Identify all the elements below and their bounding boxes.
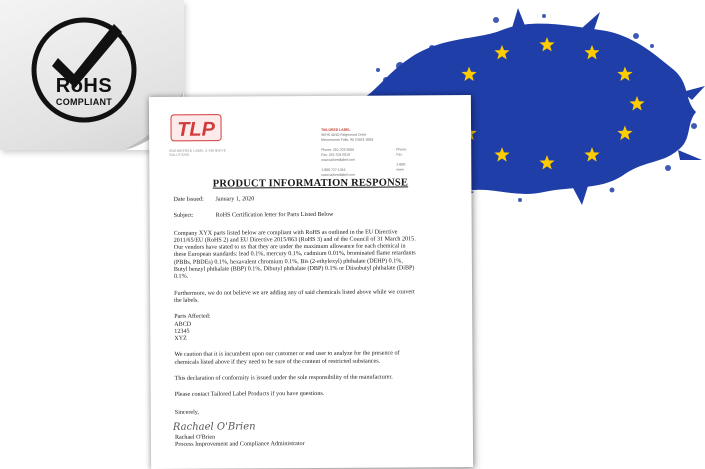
date-label: Date Issued:: [173, 196, 204, 203]
parts-affected-label: Parts Affected:: [174, 313, 211, 321]
signature-script: Rachael O'Brien: [172, 421, 256, 433]
rohs-label: RoHS: [55, 75, 113, 97]
address-line: 1-800-727-1344: [321, 167, 346, 172]
address-line: www.: [396, 167, 405, 172]
company-logo: [169, 113, 223, 147]
address-line: W/HS 40/10 Ridgewood Drive: [321, 132, 367, 137]
signer-title: Process Improvement and Compliance Administrator: [174, 441, 305, 449]
closing: Sincerely,: [174, 409, 199, 416]
letter-body: [173, 195, 457, 449]
address-line: www.tailoredlabel.com: [321, 172, 356, 177]
address-line: 1-800-: [396, 162, 407, 167]
compliant-label: COMPLIANT: [55, 97, 113, 107]
address-block-right: [396, 127, 407, 172]
part-item: ABCD: [174, 321, 192, 328]
caution-paragraph: We caution that it is incumbent upon our customer or end user to analyze for the presence of chemicals listed above if they need to be sure of the content of restricted substances.: [174, 350, 400, 366]
address-line: Menomonee Falls, WI 53051-3609: [321, 137, 374, 142]
logo-caption: ENGINEERED LABEL & ADHESIVE SOLUTIONS: [169, 148, 227, 157]
address-line: Phone: 262-703-5000: [321, 147, 355, 152]
address-line: www.tailoredlabel.com: [321, 157, 356, 162]
logo-text: TLP: [177, 118, 216, 141]
address-line: Fax:: [396, 152, 403, 157]
signature: [172, 415, 457, 435]
address-line: Fax: 262-703-5019: [321, 152, 350, 157]
address-block-left: [321, 128, 373, 178]
part-item: 12345: [174, 328, 190, 335]
signer-name: Rachael O'Brien: [174, 434, 216, 441]
address-line: Phone:: [396, 147, 407, 152]
rohs-certification-letter: [149, 95, 473, 469]
address-heading: TAILORED LABEL: [321, 127, 351, 132]
furthermore-paragraph: Furthermore, we do not believe we are adding any of said chemicals listed above while we convert the labels.: [174, 289, 415, 304]
contact-paragraph: Please contact Tailored Label Products if you have questions.: [174, 391, 325, 399]
date-value: January 1, 2020: [215, 196, 255, 203]
subject-label: Subject:: [173, 213, 194, 220]
declaration-paragraph: This declaration of conformity is issued under the sole responsibility of the manufacturer.: [174, 374, 393, 382]
compliance-paragraph: Company XYX parts listed below are compliant with RoHS as outlined in the EU Directive 2011/65/EU (RoHS 2) and EU Directive 2015/863 (RoHS 3) and of the Council of 31 March 2015. Our vendors have stated to us that they are under the maximum allowance for each chemical in these European standards: lead 0.1%, mercury 0.1%, cadmium 0.01%, brominated flame retardants (PBBs, PBDEs) 0.1%, hexavalent chromium 0.1%, Bis (2-ethylexyl) phthalate (DEHP) 0.1%, Butyl benzyl phthalate (BBP) 0.1%, Dibutyl phthalate (DBP) 0.1% or Diisobutyl phthalate (DiBP) 0.1%.: [173, 229, 416, 281]
subject-value: RoHS Certification letter for Parts Listed Below: [215, 212, 334, 219]
letter-title: PRODUCT INFORMATION RESPONSE: [212, 177, 409, 190]
part-item: XYZ: [174, 335, 187, 342]
